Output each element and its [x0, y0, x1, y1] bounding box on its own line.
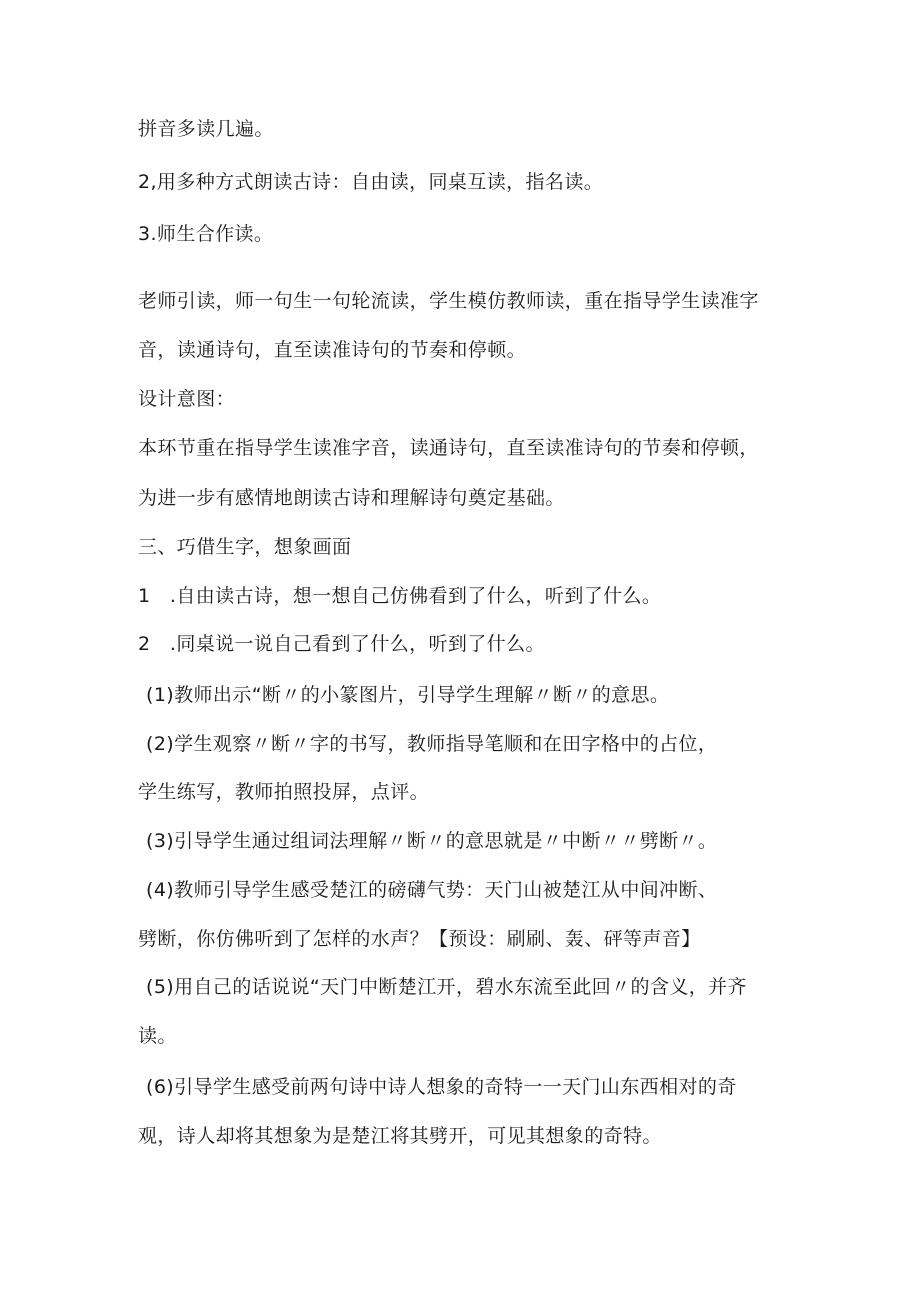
- text-line: 2,用多种方式朗读古诗：自由读，同桌互读，指名读。: [138, 171, 604, 193]
- text-line: 本环节重在指导学生读准字音，读通诗句，直至读准诗句的节奏和停顿，: [138, 437, 759, 459]
- list-item: (1)教师出示“断〃的小篆图片，引导学生理解〃断〃的意思。: [146, 684, 670, 706]
- section-heading: 三、巧借生字，想象画面: [138, 536, 352, 558]
- text-line: 2 .同桌说一说自己看到了什么，听到了什么。: [138, 633, 545, 655]
- text-line: 1 .自由读古诗，想一想自己仿佛看到了什么，听到了什么。: [138, 585, 662, 607]
- text-line: 学生练写，教师拍照投屏，点评。: [138, 781, 430, 803]
- list-item: (2)学生观察〃断〃字的书写，教师指导笔顺和在田字格中的占位，: [146, 733, 718, 755]
- text-line: 拼音多读几遍。: [138, 118, 274, 140]
- list-item: (6)引导学生感受前两句诗中诗人想象的奇特一一天门山东西相对的奇: [146, 1076, 737, 1098]
- section-label: 设计意图：: [138, 388, 236, 410]
- list-item: (3)引导学生通过组词法理解〃断〃的意思就是〃中断〃〃劈断〃。: [146, 830, 718, 852]
- text-line: 为进一步有感情地朗读古诗和理解诗句奠定基础。: [138, 487, 565, 509]
- list-item: (4)教师引导学生感受楚江的磅礴气势：天门山被楚江从中间冲断、: [146, 879, 718, 901]
- text-line: 3.师生合作读。: [138, 223, 274, 245]
- text-line: 音，读通诗句，直至读准诗句的节奏和停顿。: [138, 339, 527, 361]
- text-line: 劈断，你仿佛听到了怎样的水声？【预设：刷刷、轰、砰等声音】: [138, 928, 701, 950]
- text-line: 读。: [138, 1025, 177, 1047]
- text-line: 观，诗人却将其想象为是楚江将其劈开，可见其想象的奇特。: [138, 1125, 662, 1147]
- text-line: 老师引读，师一句生一句轮流读，学生模仿教师读，重在指导学生读准字: [138, 290, 759, 312]
- list-item: (5)用自己的话说说“天门中断楚江开，碧水东流至此回〃的含义，并齐: [146, 976, 747, 998]
